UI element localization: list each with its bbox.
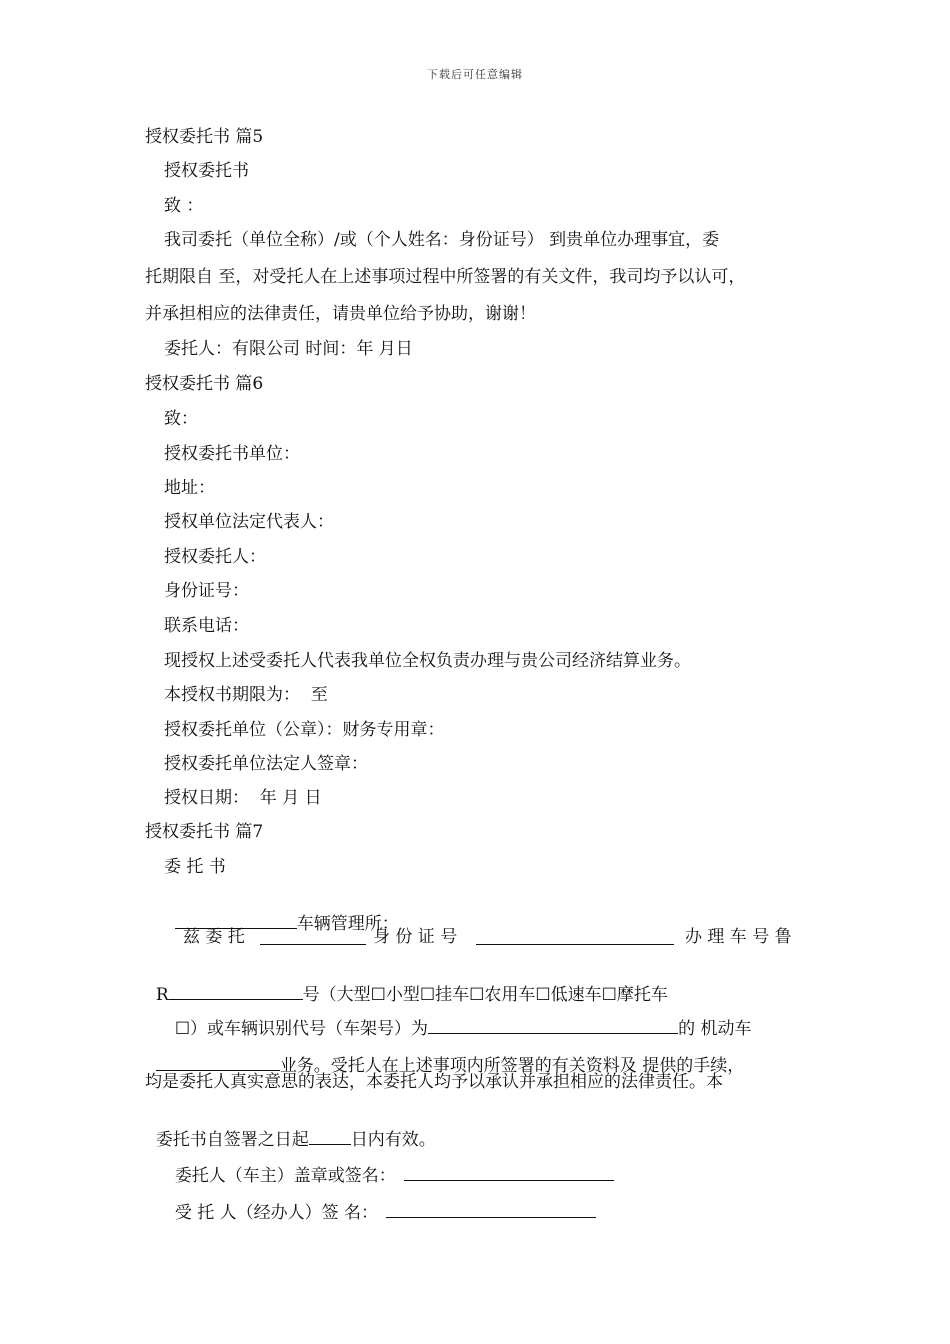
blank-field [386,1203,596,1218]
section-title-6: 授权委托书 篇6 [145,374,264,394]
section6-line: 身份证号： [164,581,249,601]
section7-line-4: ☐）或车辆识别代号（车架号）为 的 机动车 [174,1019,752,1039]
blank-field [156,1056,280,1071]
section6-line: 授权委托单位法定人签章： [164,754,368,774]
section7-line-9: 受 托 人（经办人）签 名： [164,1180,596,1224]
section6-line: 本授权书期限为： 至 [164,685,328,705]
page-header: 下载后可任意编辑 [427,68,523,81]
section5-to: 致 ： [164,196,204,216]
section5-sign: 委托人：有限公司 时间：年 月日 [164,339,413,359]
section5-heading: 授权委托书 [164,161,249,181]
section6-line: 现授权上述受委托人代表我单位全权负责办理与贵公司经济结算业务。 [164,651,691,671]
section6-line: 授权委托书单位： [164,444,300,464]
section7-line-3: R 号（大型☐小型☐挂车☐农用车☐低速车☐摩托车 [155,985,668,1005]
section7-line-6: 均是委托人真实意思的表达，本委托人均予以承认并承担相应的法律责任。本 [145,1072,723,1092]
section5-body-3: 并承担相应的法律责任，请贵单位给予协助，谢谢！ [145,304,536,324]
section7-line-7: 委托书自签署之日起 日内有效。 [155,1130,436,1150]
section5-body-2: 托期限自 至，对受托人在上述事项过程中所签署的有关文件，我司均予以认可， [145,267,746,287]
section6-line: 地址： [164,478,215,498]
blank-field [260,930,366,945]
section7-heading: 委 托 书 [164,857,226,877]
section6-line: 致： [164,409,198,429]
blank-field [428,1019,678,1034]
blank-field [476,930,674,945]
section6-line: 授权委托单位（公章）：财务专用章： [164,720,445,740]
section5-body-1: 我司委托（单位全称）/或（个人姓名：身份证号） 到贵单位办理事宜，委 [164,230,720,250]
section6-line: 联系电话： [164,616,249,636]
blank-field [404,1166,614,1181]
section7-line-1: 车辆管理所： [164,891,399,935]
section-title-7: 授权委托书 篇7 [145,822,264,842]
section7-line-5: 业务。受托人在上述事项内所签署的有关资料及 提供的手续， [145,1033,744,1077]
section6-line: 授权委托人： [164,547,266,567]
section-title-5: 授权委托书 篇5 [145,127,264,147]
section7-line-8: 委托人（车主）盖章或签名： [164,1143,614,1187]
section6-line: 授权单位法定代表人： [164,512,334,532]
section6-line: 授权日期： 年 月 日 [164,788,322,808]
